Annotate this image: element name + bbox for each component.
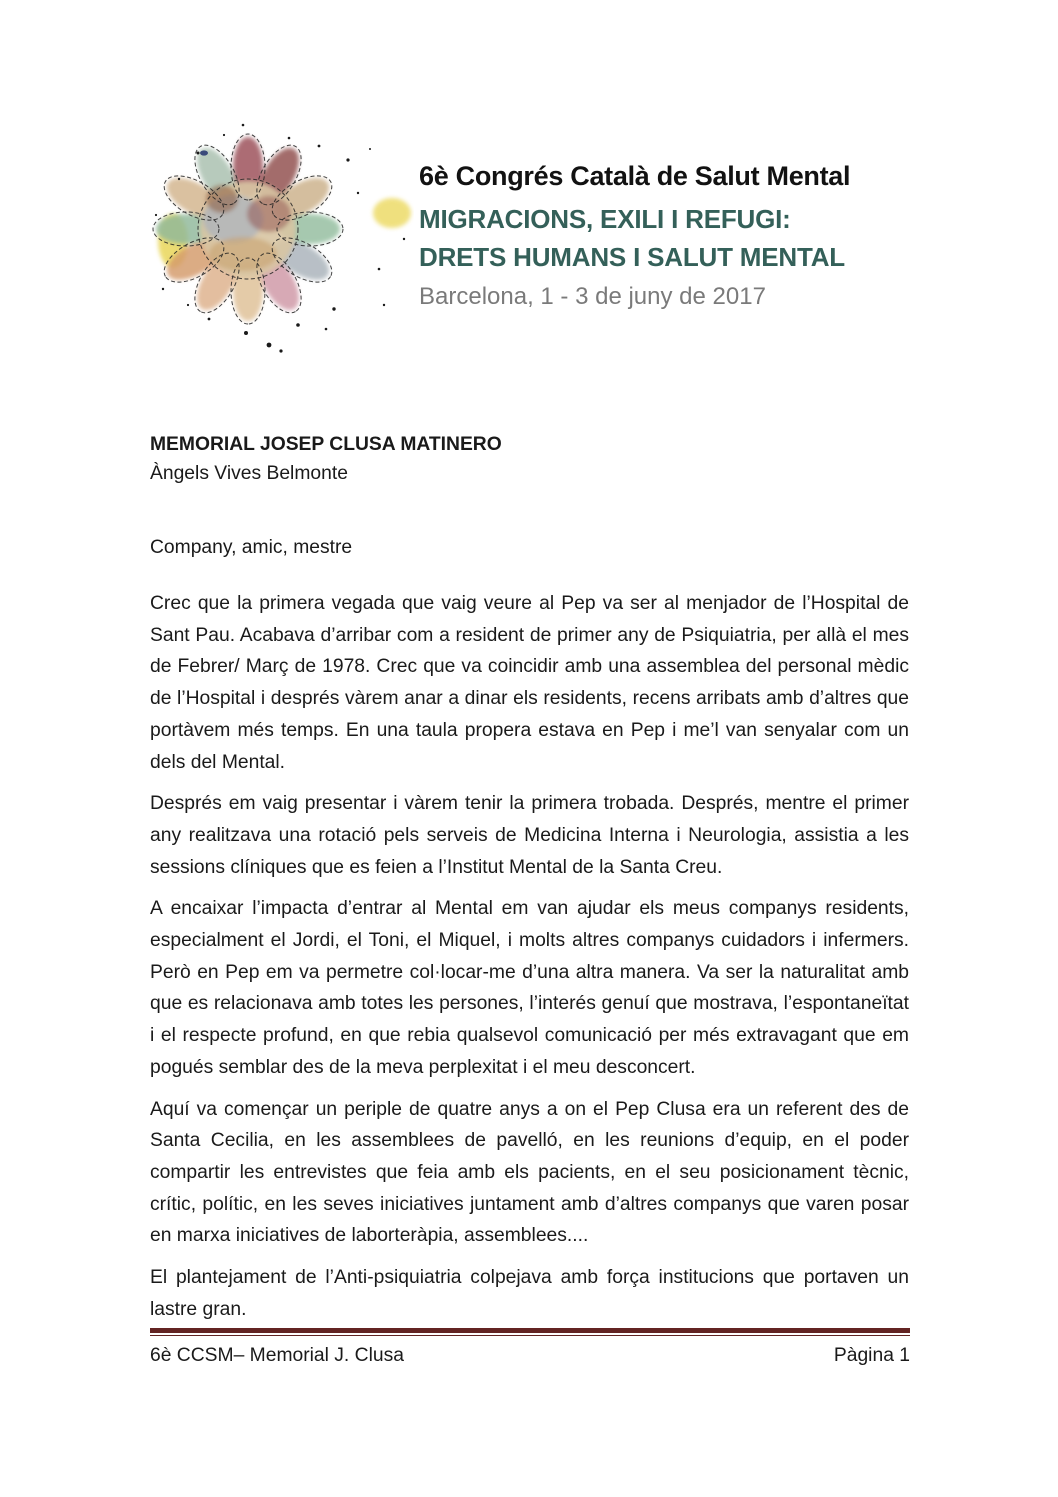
body-paragraph: Crec que la primera vegada que vaig veure al Pep va ser al menjador de l’Hospital de Sant Pau. Acabava d’arribar com a resident de primer any de Psiquiatria, per allà el mes de Febrer/ Març de 1978. Crec que va coincidir amb una assemblea del personal mèdic de l’Hospital i després vàrem anar a dinar els residents, recens arribats amb d’altres que portàvem més temps. En una taula propera estava en Pep i me’l van senyalar com un dels del Mental. [150,593,909,773]
page-footer [150,1328,910,1367]
document-body [150,430,909,1335]
salutation: Company, amic, mestre [150,537,353,558]
body-paragraph: Aquí va començar un periple de quatre anys a on el Pep Clusa era un referent des de Santa Cecilia, en les assemblees de pavelló, en les reunions d’equip, en el poder compartir les entrevistes que feia amb els pacients, en el seu posicionament tècnic, crític, polític, en les seves iniciatives juntament amb d’altres companys que varen posar en marxa iniciatives de laborteràpia, assemblees.... [150,1098,909,1247]
body-paragraph: A encaixar l’impacta d’entrar al Mental em van ajudar els meus companys residents, especialment el Jordi, el Toni, el Miquel, i molts altres companys cuidadors i infermers. Però en Pep em va permetre col·locar-me d’una altra manera. Va ser la naturalitat amb que es relacionava amb totes les persones, l’interés genuí que mostrava, l’espontaneïtat i el respecte profund, en que rebia qualsevol comunicació per més extravagant que em pogués semblar des de la meva perplexitat i el meu desconcert. [150,898,909,1078]
body-paragraph: El plantejament de l’Anti-psiquiatria colpejava amb força institucions que portaven un lastre gran. [150,1267,909,1320]
congress-header-text [419,160,939,312]
document-title: MEMORIAL JOSEP CLUSA MATINERO [150,434,502,455]
congress-title: 6è Congrés Català de Salut Mental [419,161,851,191]
body-paragraph: Després em vaig presentar i vàrem tenir la primera trobada. Després, mentre el primer any realitzava una rotació pels serveis de Medicina Interna i Neurologia, assistia a les sessions clíniques que es feien a l’Institut Mental de la Santa Creu. [150,793,909,878]
congress-theme-line1: MIGRACIONS, EXILI I REFUGI: [419,204,791,234]
footer-rule [150,1328,910,1336]
paragraph-list [150,588,909,1325]
footer-document-label: 6è CCSM– Memorial J. Clusa [150,1345,404,1366]
congress-theme-line2: DRETS HUMANS I SALUT MENTAL [419,242,845,272]
document-author: Àngels Vives Belmonte [150,463,348,484]
footer-page-number: Pàgina 1 [833,1345,910,1366]
congress-date-location: Barcelona, 1 - 3 de juny de 2017 [419,283,766,310]
congress-logo-watercolor-icon [148,118,414,356]
